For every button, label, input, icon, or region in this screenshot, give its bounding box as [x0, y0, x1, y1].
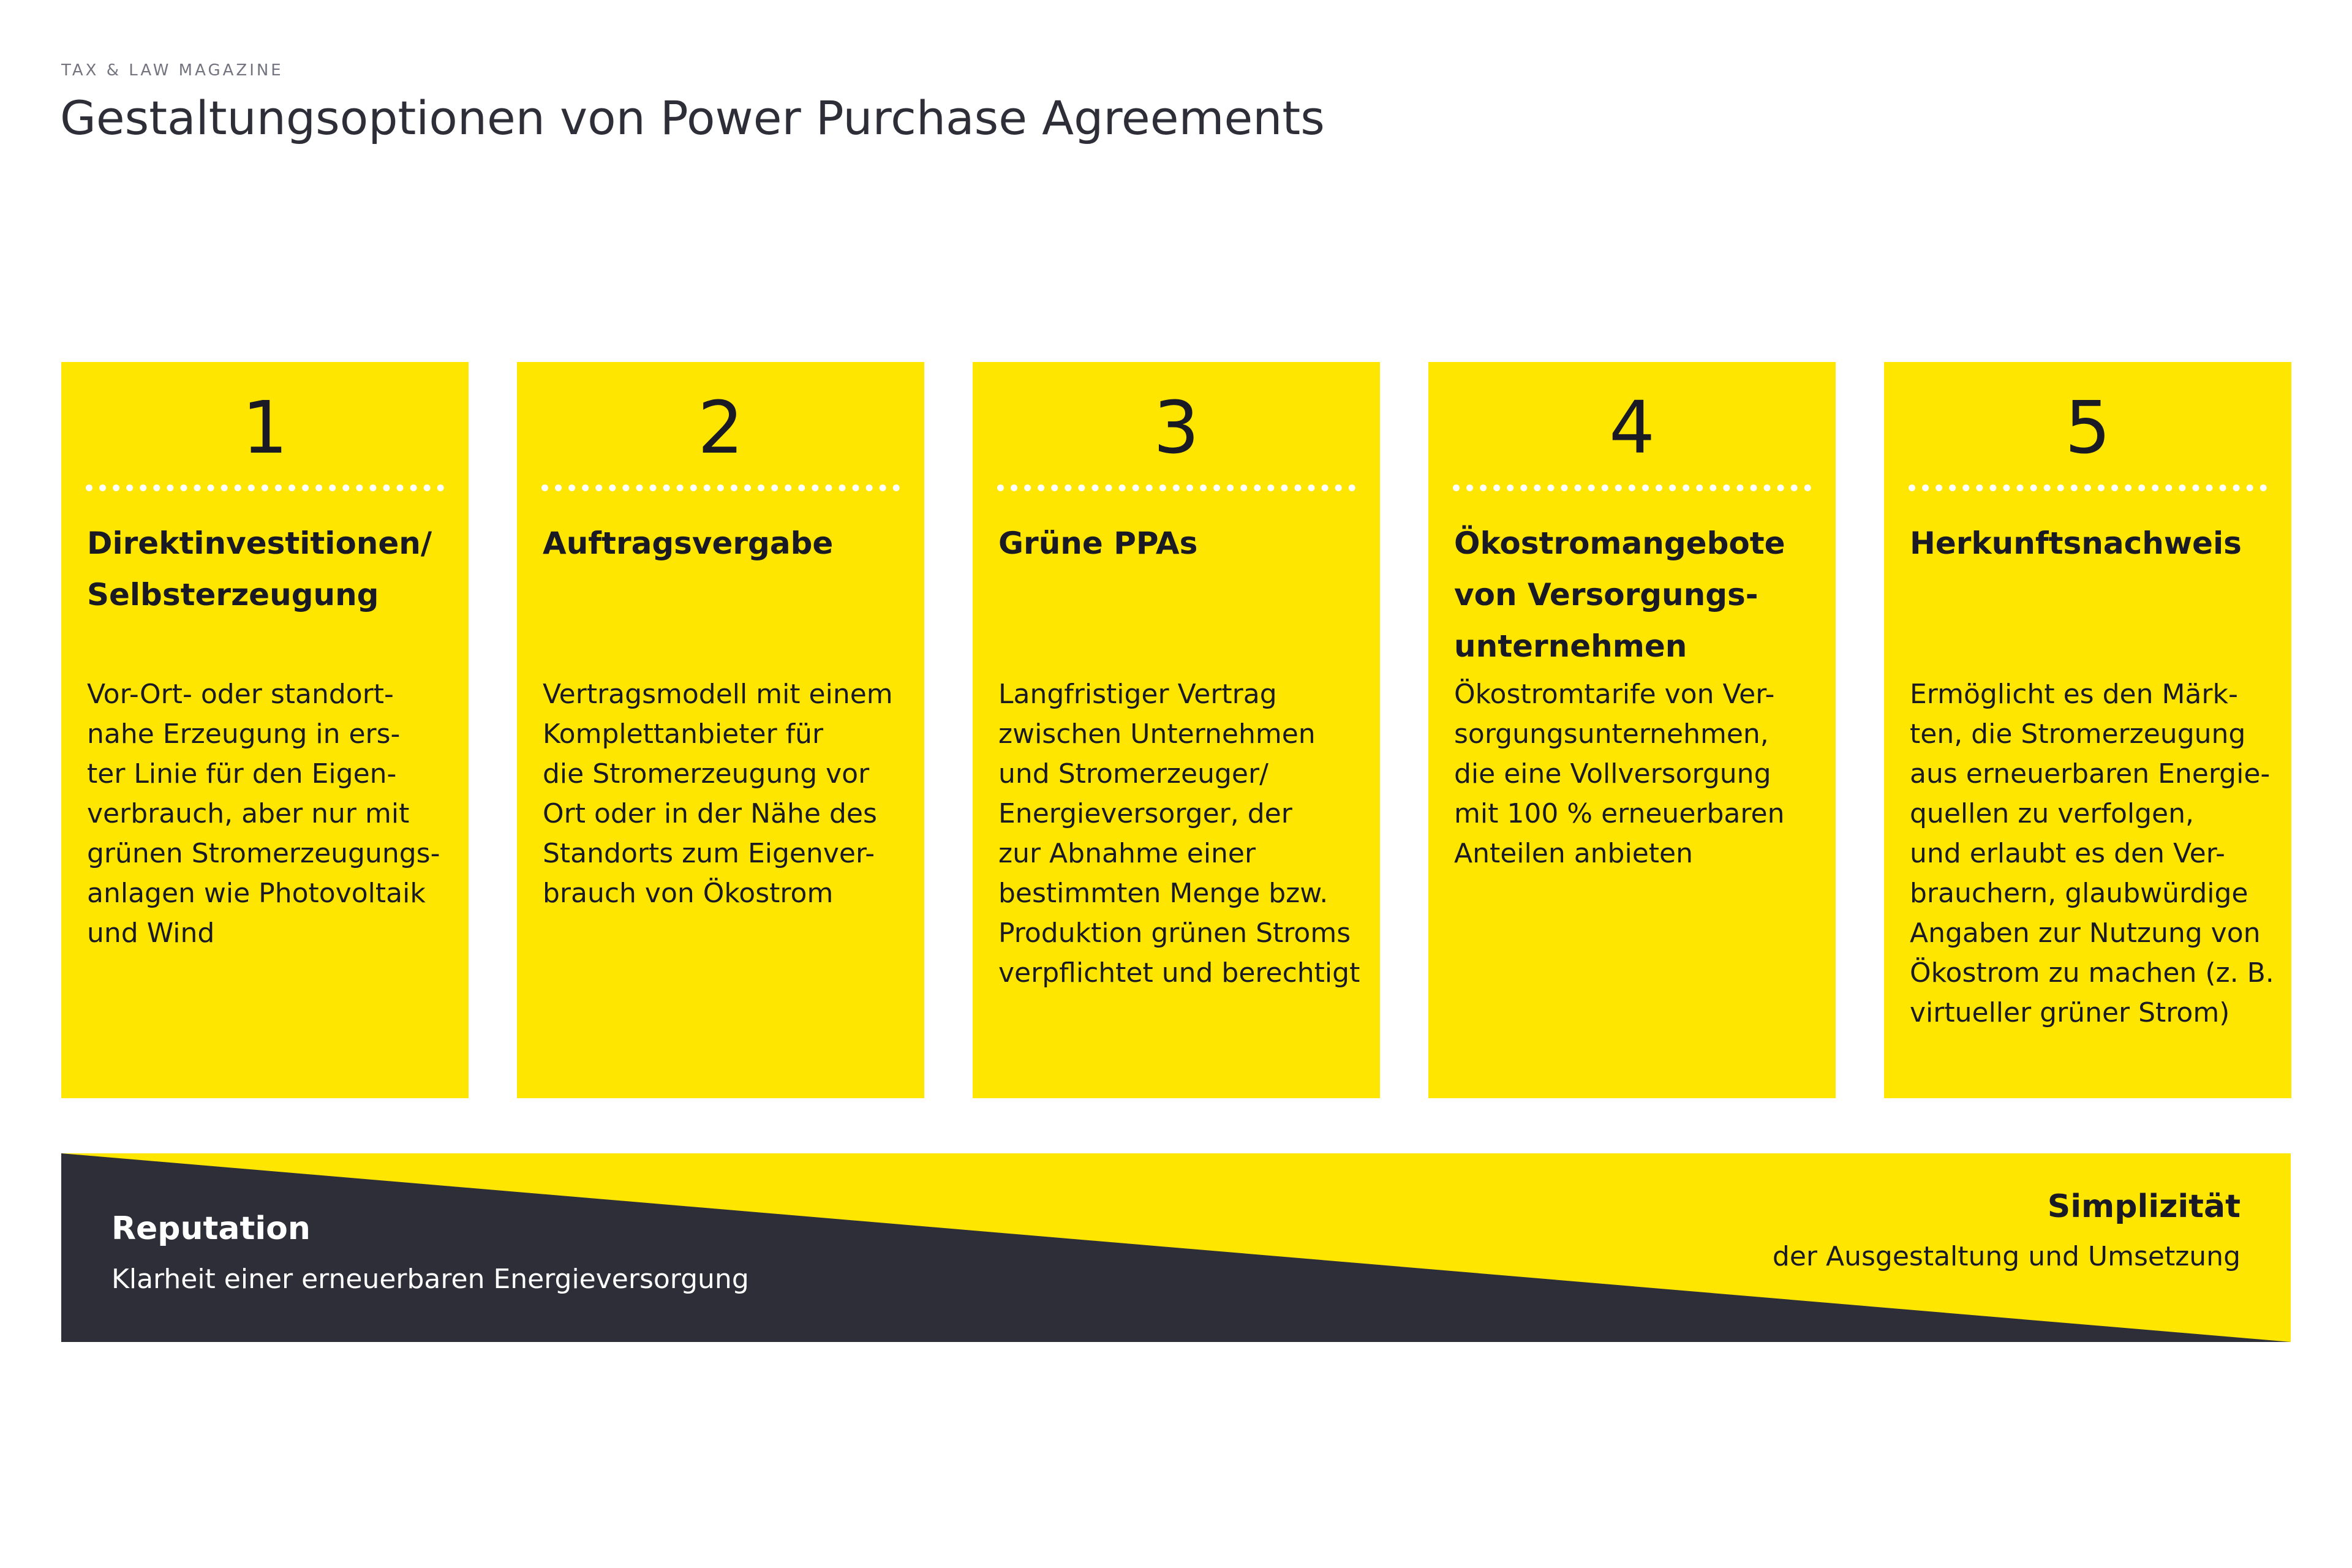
option-description: Langfristiger Vertrag zwischen Unternehmen und Stromerzeuger/ Energieversorger, der zur Abnahme einer bestimmten Menge bzw. Produktion grünen Stroms verpflichtet und berechtigt: [998, 679, 1360, 989]
option-number: 5: [2064, 385, 2111, 470]
dotted-divider: [1909, 484, 2267, 491]
option-title: Direktinvestitionen/ Selbsterzeugung: [87, 526, 432, 612]
option-card-1: [61, 362, 469, 1098]
simplicity-title: Simplizität: [2047, 1188, 2241, 1225]
magazine-label: TAX & LAW MAGAZINE: [61, 61, 284, 80]
option-title: Herkunftsnachweis: [1910, 526, 2242, 561]
reputation-subtitle: Klarheit einer erneuerbaren Energieversorgung: [111, 1264, 749, 1295]
option-number: 1: [241, 385, 288, 470]
option-card-4: [1428, 362, 1836, 1098]
option-description: Vertragsmodell mit einem Komplettanbieter für die Stromerzeugung vor Ort oder in der Nähe des Standorts zum Eigenver- brauch von Ökostrom: [543, 679, 893, 909]
option-card-5: [1884, 362, 2291, 1098]
option-number: 4: [1608, 385, 1656, 470]
option-description: Vor-Ort- oder standort- nahe Erzeugung in ers- ter Linie für den Eigen- verbrauch, aber nur mit grünen Stromerzeugungs- anlagen wie Photovoltaik und Wind: [87, 679, 440, 949]
option-number: 3: [1153, 385, 1200, 470]
page-title: Gestaltungsoptionen von Power Purchase Agreements: [60, 91, 1325, 145]
dotted-divider: [1453, 484, 1811, 491]
tradeoff-banner: [61, 1153, 2291, 1342]
option-cards: [61, 362, 2291, 1098]
simplicity-subtitle: der Ausgestaltung und Umsetzung: [1772, 1241, 2241, 1272]
dotted-divider: [86, 484, 444, 491]
reputation-title: Reputation: [111, 1210, 311, 1247]
option-description: Ökostromtarife von Ver- sorgungsunternehmen, die eine Vollversorgung mit 100 % erneuerbaren Anteilen anbieten: [1454, 679, 1785, 869]
option-title: Grüne PPAs: [998, 526, 1198, 561]
option-description: Ermöglicht es den Märk- ten, die Stromerzeugung aus erneuerbaren Energie- quellen zu verfolgen, und erlaubt es den Ver- brauchern, glaubwürdige Angaben zur Nutzung von Ökostrom zu machen (z. B. virtueller grüner Strom): [1910, 679, 2274, 1028]
option-card-3: [973, 362, 1380, 1098]
option-card-2: [517, 362, 924, 1098]
dotted-divider: [997, 484, 1355, 491]
dotted-divider: [541, 484, 900, 491]
option-number: 2: [697, 385, 744, 470]
option-title: Ökostromangebote von Versorgungs- unternehmen: [1454, 526, 1785, 664]
option-title: Auftragsvergabe: [543, 526, 834, 561]
